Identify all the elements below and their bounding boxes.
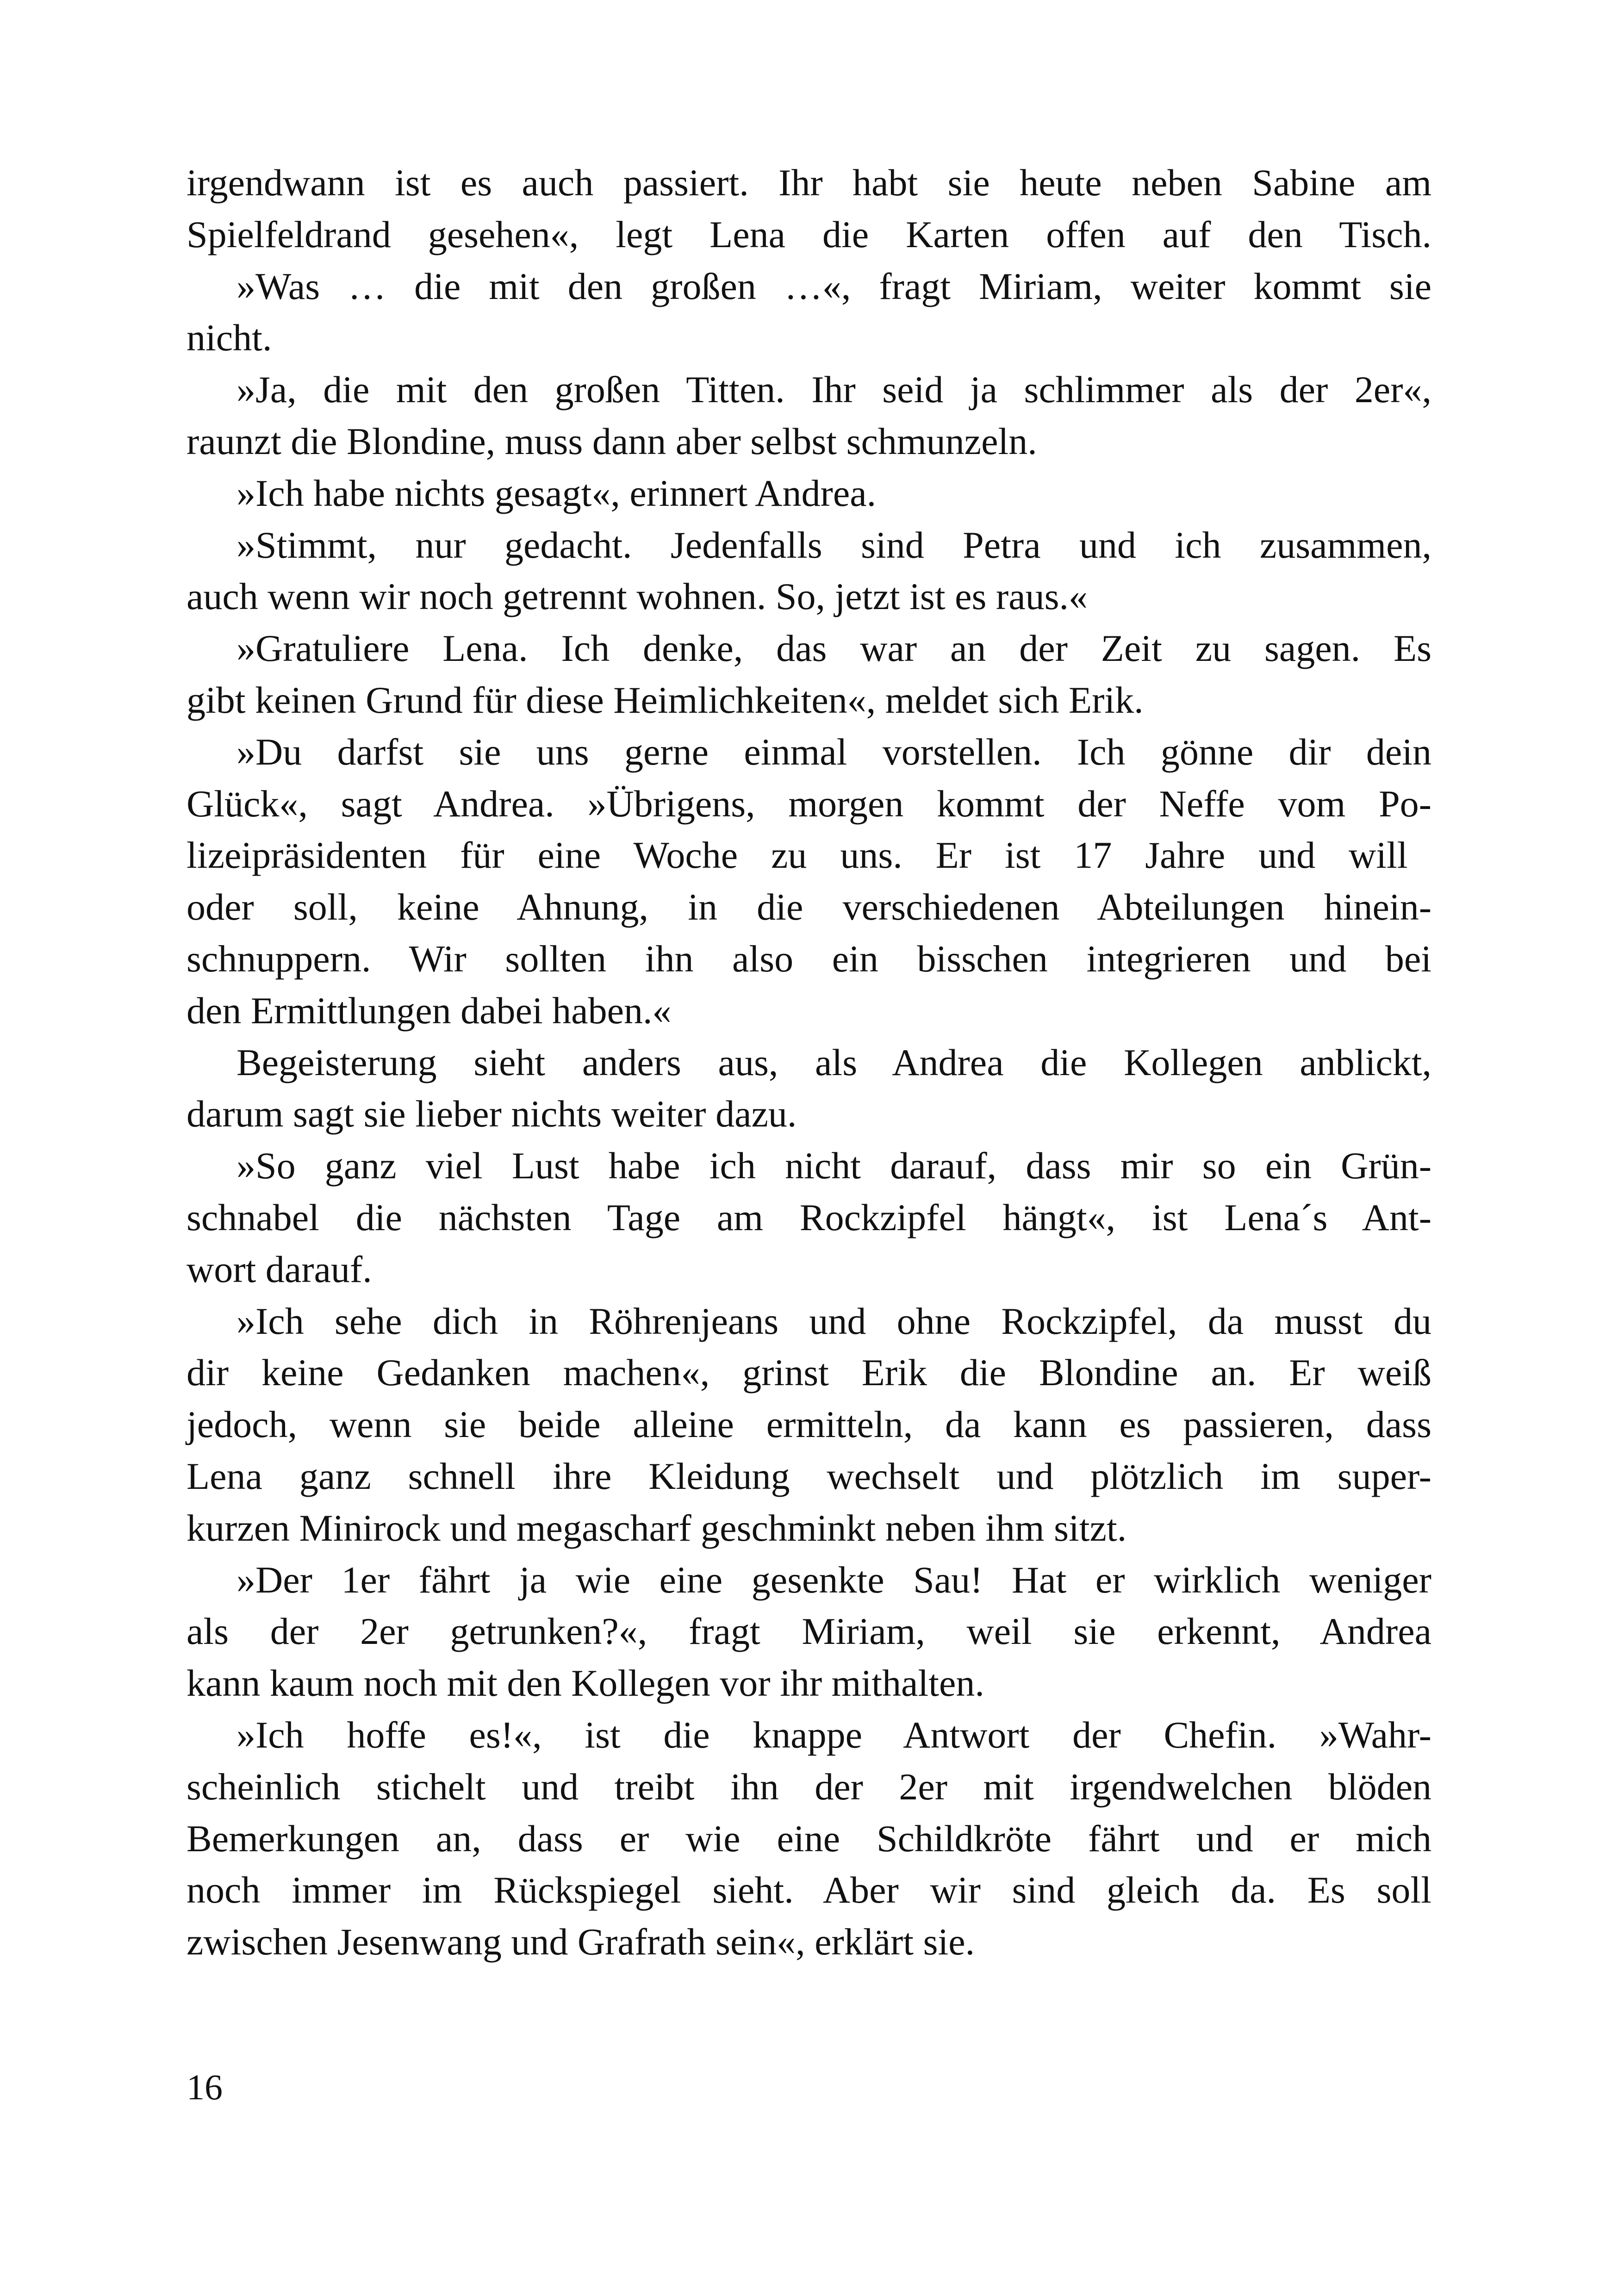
- text-line: scheinlich stichelt und treibt ihn der 2er mit irgendwelchen blöden: [187, 1766, 1431, 1808]
- text-line: »Ja, die mit den großen Titten. Ihr seid ja schlimmer als der 2er«,: [236, 368, 1431, 411]
- text-line: »Ich hoffe es!«, ist die knappe Antwort der Chefin. »Wahr-: [236, 1714, 1431, 1756]
- text-line: Glück«, sagt Andrea. »Übrigens, morgen kommt der Neffe vom Po-: [187, 783, 1431, 825]
- text-line: lizeipräsidenten für eine Woche zu uns. Er ist 17 Jahre und will: [187, 834, 1408, 876]
- text-line: »Der 1er fährt ja wie eine gesenkte Sau! Hat er wirklich weniger: [236, 1559, 1431, 1601]
- text-line: »Ich habe nichts gesagt«, erinnert Andrea.: [236, 472, 877, 514]
- text-line: »Stimmt, nur gedacht. Jedenfalls sind Petra und ich zusammen,: [236, 524, 1431, 566]
- text-line: »So ganz viel Lust habe ich nicht darauf, dass mir so ein Grün-: [236, 1145, 1431, 1187]
- text-line: »Was … die mit den großen …«, fragt Miriam, weiter kommt sie: [236, 265, 1431, 307]
- text-line: noch immer im Rückspiegel sieht. Aber wir sind gleich da. Es soll: [187, 1869, 1431, 1911]
- text-line: wort darauf.: [187, 1248, 372, 1290]
- page-number: 16: [187, 2067, 223, 2107]
- text-line: als der 2er getrunken?«, fragt Miriam, weil sie erkennt, Andrea: [187, 1610, 1431, 1652]
- text-line: gibt keinen Grund für diese Heimlichkeiten«, meldet sich Erik.: [187, 679, 1144, 721]
- text-line: darum sagt sie lieber nichts weiter dazu.: [187, 1093, 797, 1135]
- text-line: zwischen Jesenwang und Grafrath sein«, erklärt sie.: [187, 1921, 975, 1963]
- text-line: kann kaum noch mit den Kollegen vor ihr mithalten.: [187, 1662, 984, 1704]
- text-line: »Gratuliere Lena. Ich denke, das war an der Zeit zu sagen. Es: [236, 627, 1431, 669]
- text-line: jedoch, wenn sie beide alleine ermitteln, da kann es passieren, dass: [187, 1403, 1431, 1445]
- text-line: schnabel die nächsten Tage am Rockzipfel hängt«, ist Lena´s Ant-: [187, 1196, 1431, 1238]
- text-line: nicht.: [187, 317, 272, 359]
- text-line: Lena ganz schnell ihre Kleidung wechselt und plötzlich im super-: [187, 1455, 1431, 1497]
- text-line: dir keine Gedanken machen«, grinst Erik die Blondine an. Er weiß: [187, 1351, 1431, 1394]
- text-line: »Du darfst sie uns gerne einmal vorstellen. Ich gönne dir dein: [236, 731, 1431, 773]
- text-line: »Ich sehe dich in Röhrenjeans und ohne Rockzipfel, da musst du: [236, 1300, 1431, 1342]
- text-line: Spielfeldrand gesehen«, legt Lena die Karten offen auf den Tisch.: [187, 213, 1431, 255]
- text-line: auch wenn wir noch getrennt wohnen. So, jetzt ist es raus.«: [187, 575, 1088, 617]
- text-line: raunzt die Blondine, muss dann aber selbst schmunzeln.: [187, 420, 1037, 462]
- text-line: Begeisterung sieht anders aus, als Andrea die Kollegen anblickt,: [236, 1041, 1431, 1083]
- text-line: kurzen Minirock und megascharf geschminkt neben ihm sitzt.: [187, 1507, 1127, 1549]
- text-line: oder soll, keine Ahnung, in die verschiedenen Abteilungen hinein-: [187, 886, 1431, 928]
- text-line: den Ermittlungen dabei haben.«: [187, 989, 672, 1032]
- text-line: schnuppern. Wir sollten ihn also ein bisschen integrieren und bei: [187, 938, 1431, 980]
- text-line: irgendwann ist es auch passiert. Ihr habt sie heute neben Sabine am: [187, 162, 1431, 204]
- text-line: Bemerkungen an, dass er wie eine Schildkröte fährt und er mich: [187, 1817, 1431, 1860]
